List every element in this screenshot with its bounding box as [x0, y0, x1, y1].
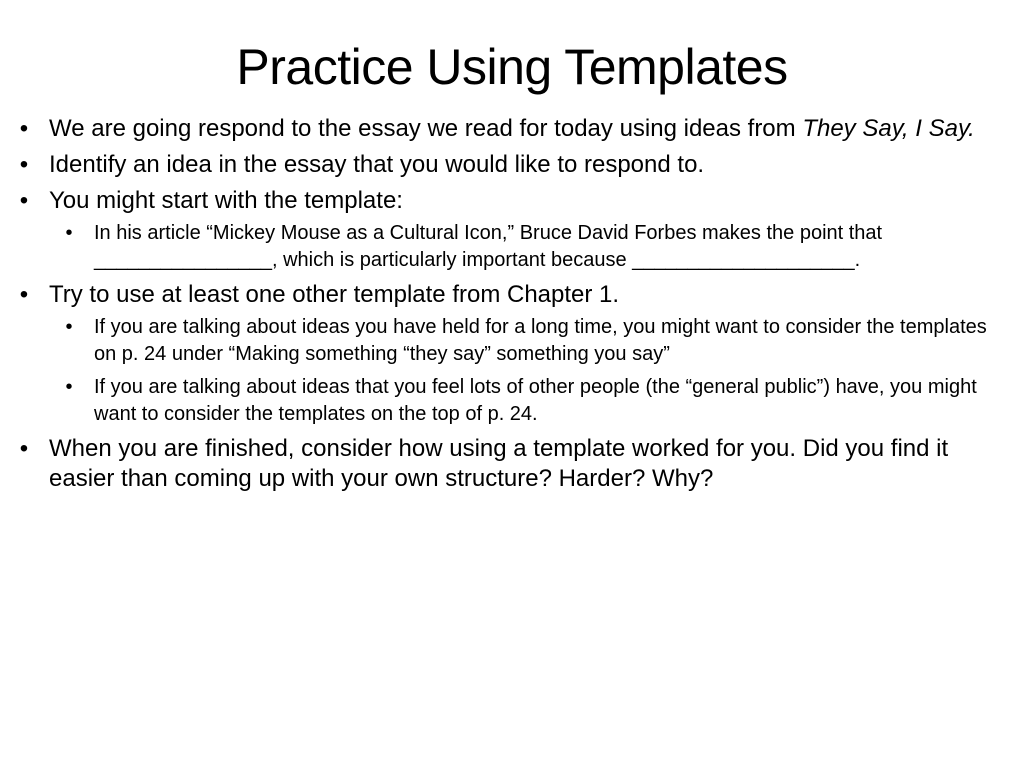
sub-bullet-item: [49, 314, 1004, 368]
bullet-item-2: [14, 150, 1004, 180]
sub-bullet-text: If you are talking about ideas you have held for a long time, you might want to consider the templates on p. 24 under “Making something “they say” something you say”: [94, 316, 987, 365]
bullet-marker: •: [19, 187, 29, 214]
bullet-item-4: [14, 280, 1004, 428]
sub-bullet-marker: •: [65, 316, 73, 338]
sub-bullet-marker: •: [65, 222, 73, 244]
bullet-item-5: [14, 434, 1004, 494]
sub-bullet-item: [49, 220, 1004, 274]
sub-bullet-text: In his article “Mickey Mouse as a Cultural Icon,” Bruce David Forbes makes the point that ________________, which is particularly important because ____________________.: [94, 222, 883, 271]
bullet-list: [14, 114, 1004, 500]
bullet-text: Identify an idea in the essay that you would like to respond to.: [49, 151, 705, 178]
bullet-text: We are going respond to the essay we read for today using ideas from: [49, 115, 803, 142]
bullet-text: Try to use at least one other template from Chapter 1.: [49, 281, 620, 308]
sub-bullet-text: If you are talking about ideas that you feel lots of other people (the “general public”) have, you might want to consider the templates on the top of p. 24.: [94, 376, 977, 425]
book-title-text: They Say, I Say.: [802, 115, 975, 142]
bullet-marker: •: [19, 151, 29, 178]
bullet-item-3: [14, 186, 1004, 274]
sub-bullet-item: [49, 374, 1004, 428]
bullet-marker: •: [19, 281, 29, 308]
slide-title: Practice Using Templates: [236, 39, 788, 95]
sub-bullet-list: [49, 314, 1004, 428]
bullet-marker: •: [19, 435, 29, 462]
bullet-text: When you are finished, consider how using a template worked for you. Did you find it easier than coming up with your own structure? Harder? Why?: [49, 435, 949, 492]
bullet-text: You might start with the template:: [49, 187, 403, 214]
sub-bullet-list: [49, 220, 1004, 274]
bullet-marker: •: [19, 115, 29, 142]
sub-bullet-marker: •: [65, 376, 73, 398]
bullet-item-1: [14, 114, 1004, 144]
